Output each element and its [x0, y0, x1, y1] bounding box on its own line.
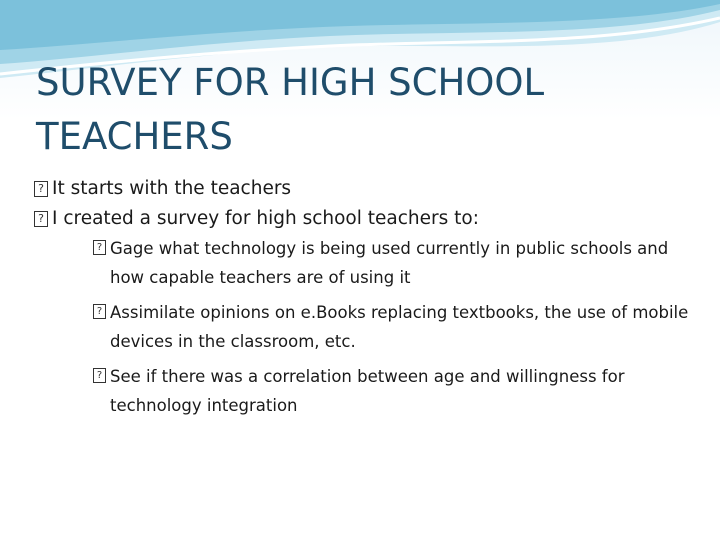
bullet-box-icon: ? — [93, 240, 106, 255]
sub-bullet-text: Gage what technology is being used currently in public schools and how capable teachers are of using it — [110, 239, 669, 287]
sub-bullet-item — [93, 362, 694, 420]
slide-body — [34, 174, 694, 426]
bullet-box-icon: ? — [34, 211, 48, 227]
sub-bullet-text: Assimilate opinions on e.Books replacing textbooks, the use of mobile devices in the classroom, etc. — [110, 303, 689, 351]
bullet-text: I created a survey for high school teachers to: — [52, 208, 479, 229]
sub-bullet-text: See if there was a correlation between age and willingness for technology integration — [110, 367, 625, 415]
bullet-item — [34, 174, 694, 204]
bullet-item — [34, 204, 694, 234]
bullet-box-icon: ? — [93, 368, 106, 383]
slide-title — [36, 56, 676, 164]
sub-bullet-item — [93, 298, 694, 356]
bullet-box-icon: ? — [93, 304, 106, 319]
sub-bullet-item — [93, 234, 694, 292]
slide-title-line-1: SURVEY FOR HIGH SCHOOL — [36, 61, 545, 104]
bullet-text: It starts with the teachers — [52, 178, 292, 199]
slide-title-line-2: TEACHERS — [36, 115, 233, 158]
bullet-box-icon: ? — [34, 181, 48, 197]
